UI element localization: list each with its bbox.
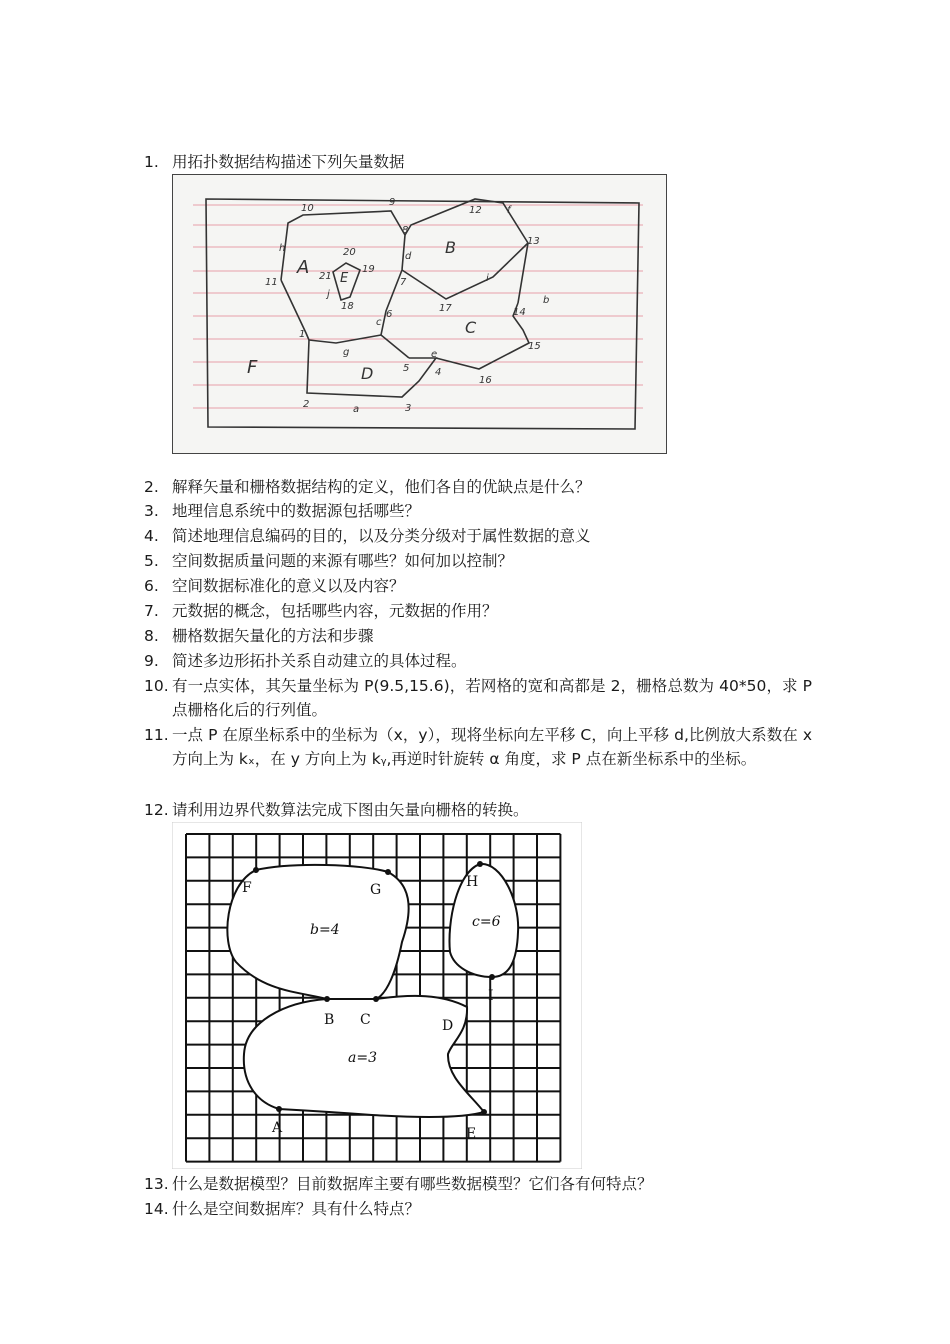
polygon-label-A: A <box>297 257 310 278</box>
svg-text:b: b <box>543 295 550 306</box>
point-label-C: C <box>360 1012 371 1028</box>
svg-text:18: 18 <box>341 301 354 312</box>
svg-text:19: 19 <box>362 264 375 275</box>
question-number: 12. <box>144 801 169 819</box>
svg-text:20: 20 <box>343 247 356 258</box>
svg-text:1: 1 <box>299 329 306 340</box>
svg-text:h: h <box>279 243 286 254</box>
svg-text:c: c <box>376 317 382 328</box>
svg-text:2: 2 <box>303 399 310 410</box>
svg-text:f: f <box>507 205 511 216</box>
question-text: 一点 P 在原坐标系中的坐标为（x，y），现将坐标向左平移 C，向上平移 d,比例放大系数在 x 方向上为 kₓ，在 y 方向上为 kᵧ,再逆时针旋转 α 角度，求 P 点在新坐标系中的坐标。 <box>172 726 812 768</box>
point-label-D: D <box>442 1018 454 1034</box>
question-number: 4. <box>144 527 159 545</box>
point-label-A: A <box>272 1120 283 1136</box>
question-number: 6. <box>144 577 159 595</box>
svg-text:4: 4 <box>435 367 442 378</box>
svg-text:15: 15 <box>528 341 541 352</box>
point-label-F: F <box>242 880 252 896</box>
polygon-label-B: B <box>445 238 456 257</box>
svg-text:g: g <box>343 347 350 358</box>
polygon-label-F: F <box>247 357 258 378</box>
question-text: 元数据的概念，包括哪些内容，元数据的作用？ <box>172 602 498 620</box>
svg-text:e: e <box>431 349 438 360</box>
svg-text:14: 14 <box>513 307 526 318</box>
question-number: 13. <box>144 1175 169 1193</box>
point-label-E: E <box>466 1126 477 1142</box>
point-label-I: I <box>488 988 494 1004</box>
svg-text:8: 8 <box>402 225 409 236</box>
question-number: 10. <box>144 677 169 695</box>
polygon-label-C: C <box>465 318 477 337</box>
question-number: 5. <box>144 552 159 570</box>
svg-text:13: 13 <box>527 236 540 247</box>
point-label-H: H <box>466 874 479 890</box>
region-label-c: c=6 <box>472 914 501 930</box>
boundary-algebra-svg <box>172 822 582 1169</box>
question-text: 解释矢量和栅格数据结构的定义，他们各自的优缺点是什么？ <box>172 478 591 496</box>
svg-text:17: 17 <box>439 303 452 314</box>
region-label-b: b=4 <box>310 922 340 938</box>
svg-text:j: j <box>327 289 330 300</box>
svg-text:i: i <box>486 273 489 284</box>
svg-text:a: a <box>353 404 360 415</box>
question-text: 用拓扑数据结构描述下列矢量数据 <box>172 153 405 171</box>
question-text: 简述多边形拓扑关系自动建立的具体过程。 <box>172 652 467 670</box>
svg-text:3: 3 <box>405 403 412 414</box>
svg-text:11: 11 <box>265 277 278 288</box>
question-number: 11. <box>144 726 169 744</box>
svg-text:7: 7 <box>400 277 407 288</box>
question-text: 空间数据质量问题的来源有哪些？如何加以控制？ <box>172 552 514 570</box>
question-text: 空间数据标准化的意义以及内容？ <box>172 577 405 595</box>
point-label-G: G <box>370 882 382 898</box>
question-text: 什么是空间数据库？具有什么特点？ <box>172 1200 421 1218</box>
region-label-a: a=3 <box>348 1050 377 1066</box>
question-number: 14. <box>144 1200 169 1218</box>
svg-text:16: 16 <box>479 375 492 386</box>
svg-text:21: 21 <box>319 271 332 282</box>
svg-text:6: 6 <box>386 309 393 320</box>
topology-sketch-svg <box>173 175 666 453</box>
question-text: 有一点实体，其矢量坐标为 P(9.5,15.6)，若网格的宽和高都是 2，栅格总数为 40*50，求 P 点栅格化后的行列值。 <box>172 677 812 719</box>
point-label-B: B <box>324 1012 335 1028</box>
question-number: 9. <box>144 652 159 670</box>
question-text: 栅格数据矢量化的方法和步骤 <box>172 627 374 645</box>
polygon-label-D: D <box>361 364 374 383</box>
question-number: 2. <box>144 478 159 496</box>
topology-sketch-figure <box>172 174 667 454</box>
question-text: 请利用边界代数算法完成下图由矢量向栅格的转换。 <box>172 801 529 819</box>
question-text: 地理信息系统中的数据源包括哪些？ <box>172 502 421 520</box>
svg-text:d: d <box>405 251 412 262</box>
question-number: 1. <box>144 153 159 171</box>
question-text: 什么是数据模型？目前数据库主要有哪些数据模型？它们各有何特点？ <box>172 1175 653 1193</box>
polygon-label-E: E <box>340 271 349 286</box>
question-number: 7. <box>144 602 159 620</box>
question-text: 简述地理信息编码的目的，以及分类分级对于属性数据的意义 <box>172 527 591 545</box>
svg-text:12: 12 <box>469 205 482 216</box>
svg-text:5: 5 <box>403 363 410 374</box>
svg-text:10: 10 <box>301 203 314 214</box>
svg-text:9: 9 <box>389 197 396 208</box>
question-number: 3. <box>144 502 159 520</box>
boundary-algebra-figure <box>172 822 582 1169</box>
question-number: 8. <box>144 627 159 645</box>
